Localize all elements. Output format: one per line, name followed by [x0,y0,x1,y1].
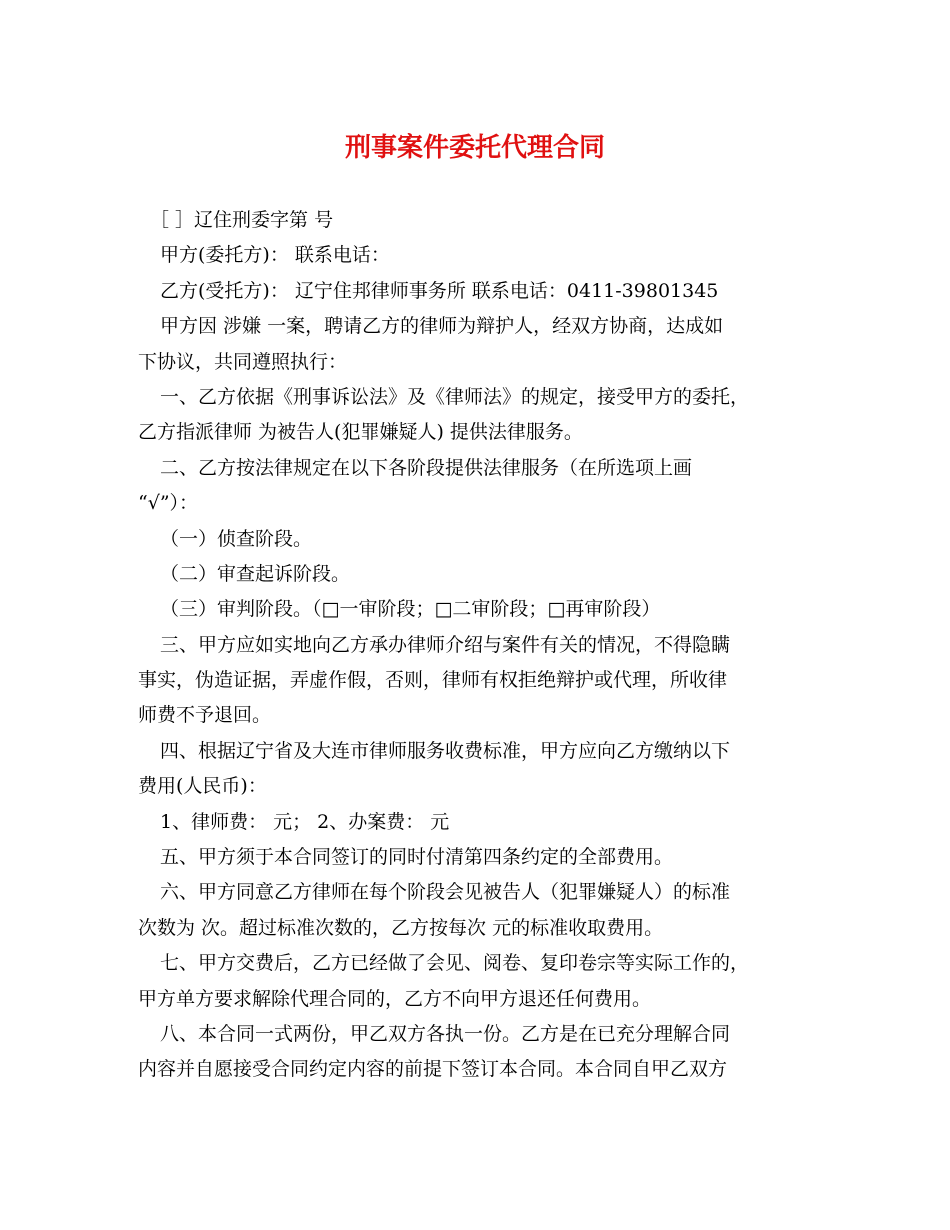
party-a-line: 甲方(委托方)： 联系电话： [160,244,390,267]
clause-three-line: 三、甲方应如实地向乙方承办律师介绍与案件有关的情况，不得隐瞒 [160,633,731,656]
stage-item: （三）审判阶段。（□一审阶段；□二审阶段；□再审阶段） [160,598,661,621]
clause-two-line: 二、乙方按法律规定在以下各阶段提供法律服务（在所选项上画 [160,456,693,479]
clause-four-line: 四、根据辽宁省及大连市律师服务收费标准，甲方应向乙方缴纳以下 [160,739,731,762]
clause-five-line: 五、甲方须于本合同签订的同时付清第四条约定的全部费用。 [160,846,674,869]
paragraph-line: 费用(人民币)： [138,775,267,798]
paragraph-line: 内容并自愿接受合同约定内容的前提下签订本合同。本合同自甲乙双方 [138,1058,728,1081]
paragraph-line: 事实，伪造证据，弄虚作假，否则，律师有权拒绝辩护或代理，所收律 [138,669,728,692]
document-body [138,203,818,1088]
paragraph-line: 乙方指派律师 为被告人(犯罪嫌疑人) 提供法律服务。 [138,421,583,444]
contract-number-line: ［ ］辽住刑委字第 号 [150,209,334,231]
clause-six-line: 六、甲方同意乙方律师在每个阶段会见被告人（犯罪嫌疑人）的标准 [160,881,731,904]
party-b-line: 乙方(受托方)： 辽宁住邦律师事务所 联系电话：0411-39801345 [160,279,719,302]
paragraph-line: 下协议，共同遵照执行： [138,350,348,373]
paragraph-line: 次数为 次。超过标准次数的，乙方按每次 元的标准收取费用。 [138,916,664,939]
document-title: 刑事案件委托代理合同 [344,133,605,163]
paragraph-line: 甲方单方要求解除代理合同的，乙方不向甲方退还任何费用。 [138,987,652,1010]
paragraph-line: 师费不予退回。 [138,704,272,727]
fee-line: 1、律师费： 元； 2、办案费： 元 [160,810,450,833]
paragraph-line: 甲方因 涉嫌 一案，聘请乙方的律师为辩护人，经双方协商，达成如 [160,315,724,338]
paragraph-line: “√”）： [138,492,199,515]
clause-one-line: 一、乙方依据《刑事诉讼法》及《律师法》的规定，接受甲方的委托， [160,385,750,408]
clause-seven-line: 七、甲方交费后，乙方已经做了会见、阅卷、复印卷宗等实际工作的， [160,952,750,975]
stage-item: （一）侦查阶段。 [160,527,313,550]
clause-eight-line: 八、本合同一式两份，甲乙双方各执一份。乙方是在已充分理解合同 [160,1022,731,1045]
stage-item: （二）审查起诉阶段。 [160,562,351,585]
